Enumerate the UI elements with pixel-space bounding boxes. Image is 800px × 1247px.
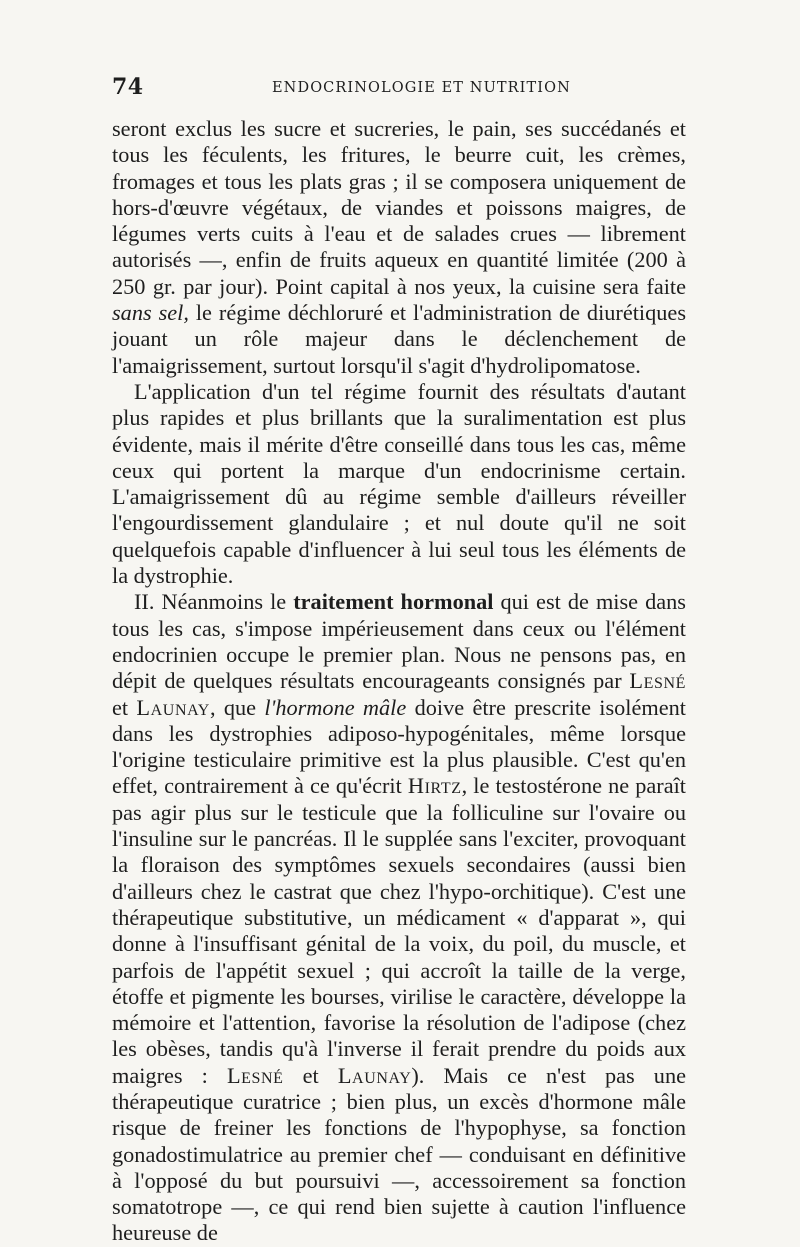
author-name: Lesné xyxy=(226,1062,284,1088)
paragraph-1-text-1: seront exclus les sucre et sucreries, le pain, ses succédanés et tous les féculents, les fritures, le beurre cuit, les crèmes, fromages et tous les plats gras ; il se composera uniquement de hors-d'œuvre végétaux, de viandes et poissons maigres, de légumes verts cuits à l'eau et de salades crues — librement autorisés —, enfin de fruits aqueux en quantité limitée (200 à 250 gr. par jour). Point capital à nos yeux, la cuisine sera faite xyxy=(112,116,686,299)
paragraph-3-text-6: , le testostérone ne paraît pas agir plus sur le testicule que la folliculine sur l'ovaire ou l'insuline sur le pancréas. Il le supplée sans l'exciter, provoquant la floraison des symptômes sexuels secondaires (aussi bien d'ailleurs chez le castrat que chez l'hypo-orchitique). C'est une thérapeutique substitutive, un médicament « d'apparat », qui donne à l'insuffisant génital de la voix, du poil, du muscle, et parfois de l'appétit sexuel ; qui accroît la taille de la verge, étoffe et pigmente les bourses, virilise le caractère, développe la mémoire et l'attention, favorise la résolution de l'adipose (chez les obèses, tandis qu'à l'inverse il ferait prendre du poids aux maigres : xyxy=(112,773,686,1088)
paragraph-3-text-4: , que xyxy=(209,694,265,720)
author-name: Launay xyxy=(136,694,210,720)
paragraph-2-text: L'application d'un tel régime fournit des résultats d'autant plus rapides et plus brillants que la suralimentation est plus évidente, mais il mérite d'être conseillé dans tous les cas, même ceux qui portent la marque d'un endocrinisme certain. L'amaigrissement dû au régime semble d'ailleurs réveiller l'engourdissement glandulaire ; et nul doute qu'il ne soit quelquefois capable d'influencer à lui seul tous les éléments de la dystrophie. xyxy=(112,378,686,589)
paragraph-1 xyxy=(112,116,686,379)
paragraph-3-text-7: et xyxy=(283,1062,338,1088)
author-name: Launay xyxy=(337,1062,412,1088)
running-title: ENDOCRINOLOGIE ET NUTRITION xyxy=(272,80,571,96)
author-name: Lesné xyxy=(629,668,686,694)
emphasis-sans-sel: sans sel, xyxy=(112,300,189,326)
page-number: 74 xyxy=(112,74,144,100)
body-text xyxy=(112,116,686,1247)
author-name: Hirtz xyxy=(407,773,462,799)
paragraph-3-text-2: qui est de mise dans tous les cas, s'impose impérieusement dans ceux ou l'élément endocrinien occupe le premier plan. Nous ne pensons pas, en dépit de quelques résultats encourageants consignés par xyxy=(112,589,686,694)
emphasis-hormone-male: l'hormone mâle xyxy=(264,694,407,720)
paragraph-1-text-2: le régime déchloruré et l'administration de diurétiques jouant un rôle majeur dans le déclenchement de l'amaigrissement, surtout lorsqu'il s'agit d'hydrolipomatose. xyxy=(112,300,686,378)
paragraph-3-text-3: et xyxy=(112,694,137,720)
paragraph-3-text-5: doive être prescrite isolément dans les dystrophies adiposo-hypogénitales, même lorsque l'origine testiculaire primitive est la plus plausible. C'est qu'en effet, contrairement à ce qu'écrit xyxy=(112,694,686,799)
bold-traitement-hormonal: traitement hormonal xyxy=(293,589,494,615)
page-header xyxy=(112,74,686,104)
paragraph-2 xyxy=(112,379,686,589)
paragraph-3-text-1: II. Néanmoins le xyxy=(134,589,294,615)
paragraph-3-text-8: ). Mais ce n'est pas une thérapeutique curatrice ; bien plus, un excès d'hormone mâle risque de freiner les fonctions de l'hypophyse, sa fonction gonadostimulatrice au premier chef — conduisant en définitive à l'opposé du but poursuivi —, accessoirement sa fonction somatotrope —, ce qui rend bien sujette à caution l'influence heureuse de xyxy=(112,1062,686,1246)
paragraph-3 xyxy=(112,589,686,1246)
